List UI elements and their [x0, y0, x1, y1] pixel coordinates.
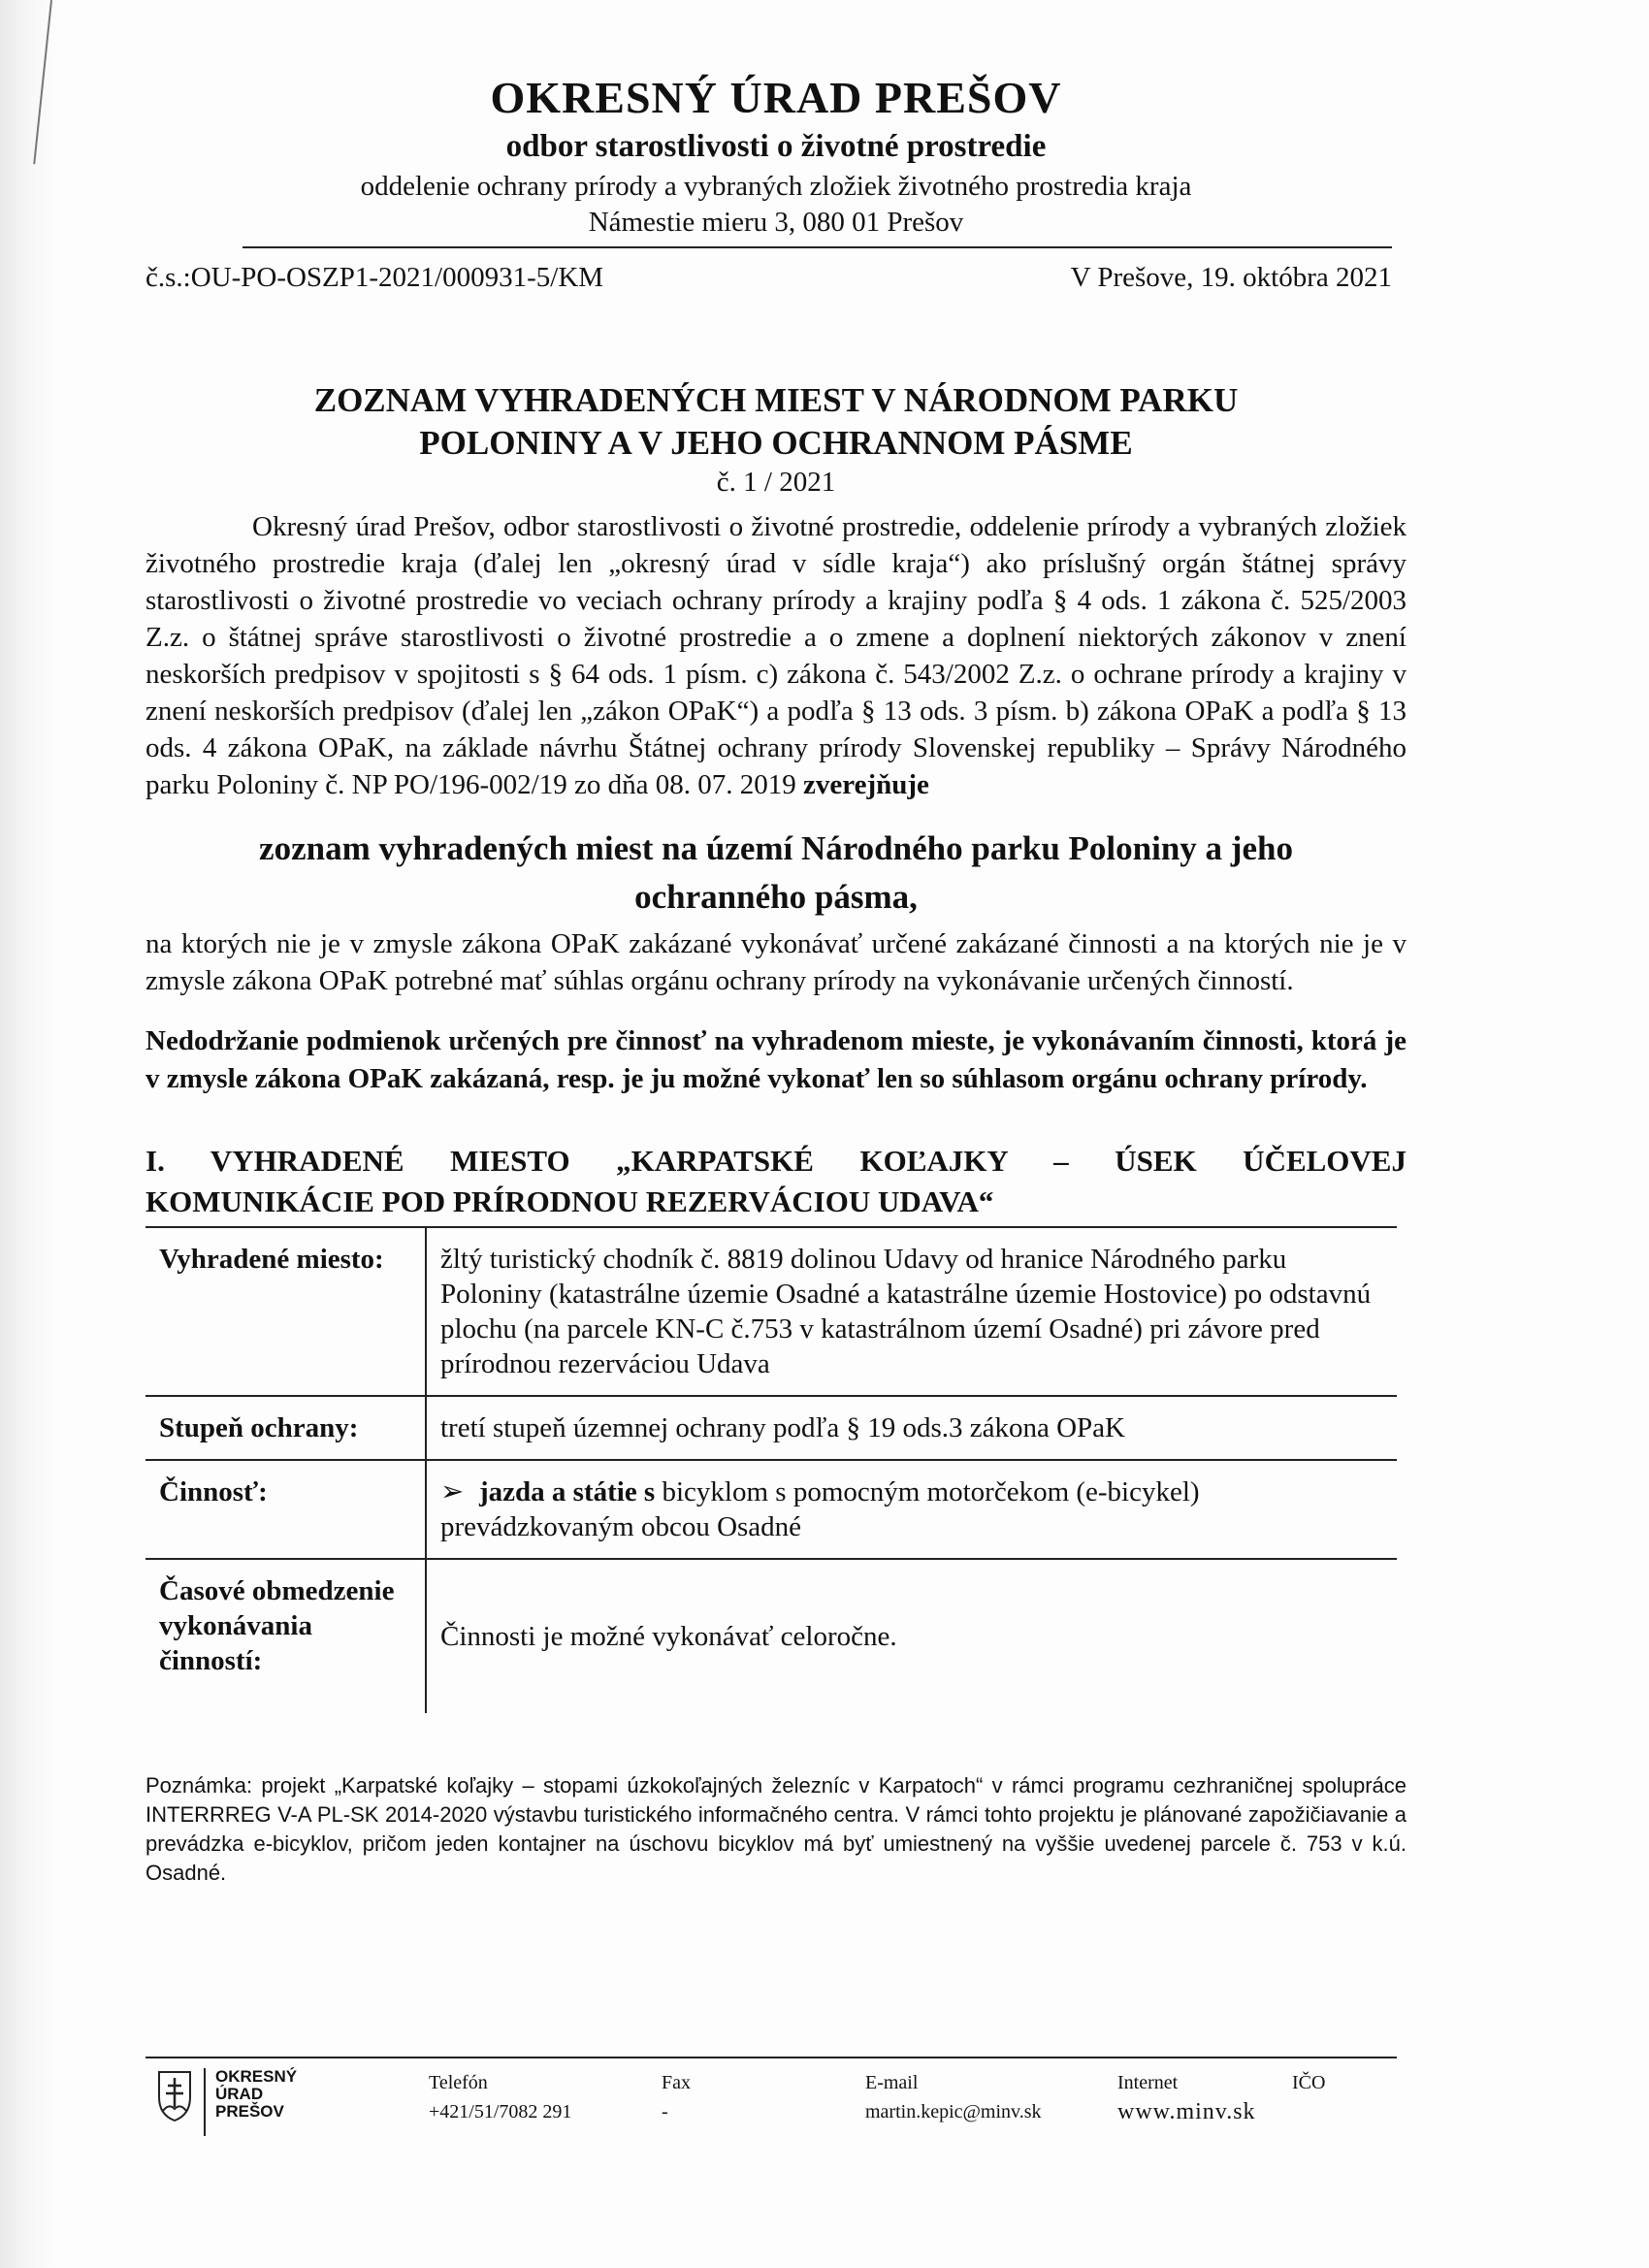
brand-line: PREŠOV [215, 2102, 284, 2121]
row-label: Stupeň ochrany: [146, 1396, 426, 1460]
footnote: Poznámka: projekt „Karpatské koľajky – stopami úzkokoľajných železníc v Karpatoch“ v rámci programu cezhraničnej spolupráce INTERRREG V-A PL-SK 2014-2020 výstavbu turistického informačného centra. V rámci tohto projektu je plánované zapožičiavanie a prevádzka e-bicyklov, pričom jeden kontajner na úschovu bicyklov má byť umiestnený na vyššie uvedenej parcele č. 753 v k.ú. Osadné. [146, 1773, 1406, 1885]
footer-phone [429, 2068, 662, 2136]
table-row [146, 1559, 1397, 1713]
section-heading-cont: KOMUNIKÁCIE POD PRÍRODNOU REZERVÁCIOU UDAVA“ [146, 1184, 994, 1218]
warning-paragraph: Nedodržanie podmienok určených pre činnosť na vyhradenom mieste, je vykonávaním činnosti, ktorá je v zmysle zákona OPaK zakázaná, resp. je ju možné vykonať len so súhlasom orgánu ochrany prírody. [146, 1025, 1406, 1094]
row-label: Činnosť: [146, 1460, 426, 1559]
fax-label: Fax [662, 2072, 691, 2093]
title-line: POLONINY A V JEHO OCHRANNOM PÁSME [419, 424, 1133, 462]
brand-line: ÚRAD [215, 2085, 264, 2103]
activity-text: bicyklom s pomocným motorčekom (e-bicykel) prevádzkovaným obcou Osadné [440, 1476, 1200, 1542]
department-name: odbor starostlivosti o životné prostredie [505, 129, 1047, 164]
scan-margin-shadow [0, 0, 58, 2268]
row-value: žltý turistický chodník č. 8819 dolinou Udavy od hranice Národného parku Poloniny (katastrálne územie Osadné a katastrálne územie Hostovice) po odstavnú plochu (na parcele KN-C č.753 v katastrálnom území Osadné) pri závore pred prírodnou rezerváciou Udava [426, 1227, 1397, 1396]
scope-paragraph: na ktorých nie je v zmysle zákona OPaK zakázané vykonávať určené zakázané činnosti a na ktorých nie je v zmysle zákona OPaK potrebné mať súhlas orgánu ochrany prírody na vykonávanie určených činností. [146, 928, 1406, 996]
table-row [146, 1227, 1397, 1396]
subheading-line: ochranného pásma, [634, 878, 918, 916]
row-value: Činnosti je možné vykonávať celoročne. [426, 1559, 1397, 1713]
ico-label: IČO [1292, 2072, 1326, 2093]
reference-number: č.s.:OU-PO-OSZP1-2021/000931-5/KM [146, 262, 604, 293]
table-row [146, 1460, 1397, 1559]
email-link[interactable]: martin.kepic@minv.sk [865, 2101, 1042, 2122]
page-footer [146, 2057, 1397, 2136]
row-label: Vyhradené miesto: [146, 1227, 426, 1396]
title-line: ZOZNAM VYHRADENÝCH MIEST V NÁRODNOM PARKU [313, 381, 1239, 419]
phone-label: Telefón [429, 2072, 488, 2093]
section-heading: I. VYHRADENÉ MIESTO „KARPATSKÉ KOĽAJKY – ÚSEK ÚČELOVEJ [146, 1144, 1406, 1178]
footer-email [865, 2068, 1117, 2136]
reserved-place-table [146, 1226, 1397, 1713]
bullet-arrow-icon: ➢ [440, 1476, 465, 1507]
activity-bold: jazda a státie s [479, 1476, 656, 1507]
letterhead [146, 72, 1406, 239]
footer-fax [662, 2068, 865, 2136]
row-value [426, 1460, 1397, 1559]
row-value: tretí stupeň územnej ochrany podľa § 19 ods.3 zákona OPaK [426, 1396, 1397, 1460]
reference-line [146, 262, 1406, 294]
footer-internet [1117, 2068, 1292, 2136]
intro-paragraph [146, 508, 1406, 803]
office-name: OKRESNÝ ÚRAD PREŠOV [490, 73, 1062, 122]
brand-line: OKRESNÝ [215, 2067, 298, 2086]
intro-bold-word: zverejňuje [802, 769, 929, 800]
footer-brand [204, 2068, 351, 2136]
coat-of-arms-icon [157, 2068, 192, 2122]
subheading-line: zoznam vyhradených miest na území Národného parku Poloniny a jeho [259, 829, 1293, 867]
document-page [146, 58, 1406, 1888]
phone-value: +421/51/7082 291 [429, 2101, 572, 2122]
document-title [146, 379, 1406, 465]
table-row [146, 1396, 1397, 1460]
list-subheading [146, 825, 1406, 922]
document-number: č. 1 / 2021 [716, 467, 836, 498]
website-link[interactable]: www.minv.sk [1117, 2099, 1256, 2124]
section-name: oddelenie ochrany prírody a vybraných zložiek životného prostredia kraja [360, 171, 1192, 202]
footer-ico [1292, 2068, 1325, 2136]
office-address: Námestie mieru 3, 080 01 Prešov [588, 207, 964, 238]
email-label: E-mail [865, 2072, 919, 2093]
header-divider [242, 246, 1392, 248]
place-date: V Prešove, 19. októbra 2021 [1070, 262, 1392, 293]
intro-text: Okresný úrad Prešov, odbor starostlivosti o životné prostredie, oddelenie prírody a vybraných zložiek životného prostredie kraja (ďalej len „okresný úrad v sídle kraja“) ako príslušný orgán štátnej správy starostlivosti o životné prostredie vo veciach ochrany prírody a krajiny podľa § 4 ods. 1 zákona č. 525/2003 Z.z. o štátnej správe starostlivosti o životné prostredie a o zmene a doplnení niektorých zákonov v znení neskorších predpisov v spojitosti s § 64 ods. 1 písm. c) zákona č. 543/2002 Z.z. o ochrane prírody a krajiny v znení neskorších predpisov (ďalej len „zákon OPaK“) a podľa § 13 ods. 3 písm. b) zákona OPaK a podľa § 13 ods. 4 zákona OPaK, na základe návrhu Štátnej ochrany prírody Slovenskej republiky – Správy Národného parku Poloniny č. NP PO/196-002/19 zo dňa 08. 07. 2019 [146, 511, 1406, 800]
fax-value: - [662, 2101, 668, 2122]
row-label: Časové obmedzenie vykonávania činností: [146, 1559, 426, 1713]
internet-label: Internet [1117, 2072, 1179, 2093]
